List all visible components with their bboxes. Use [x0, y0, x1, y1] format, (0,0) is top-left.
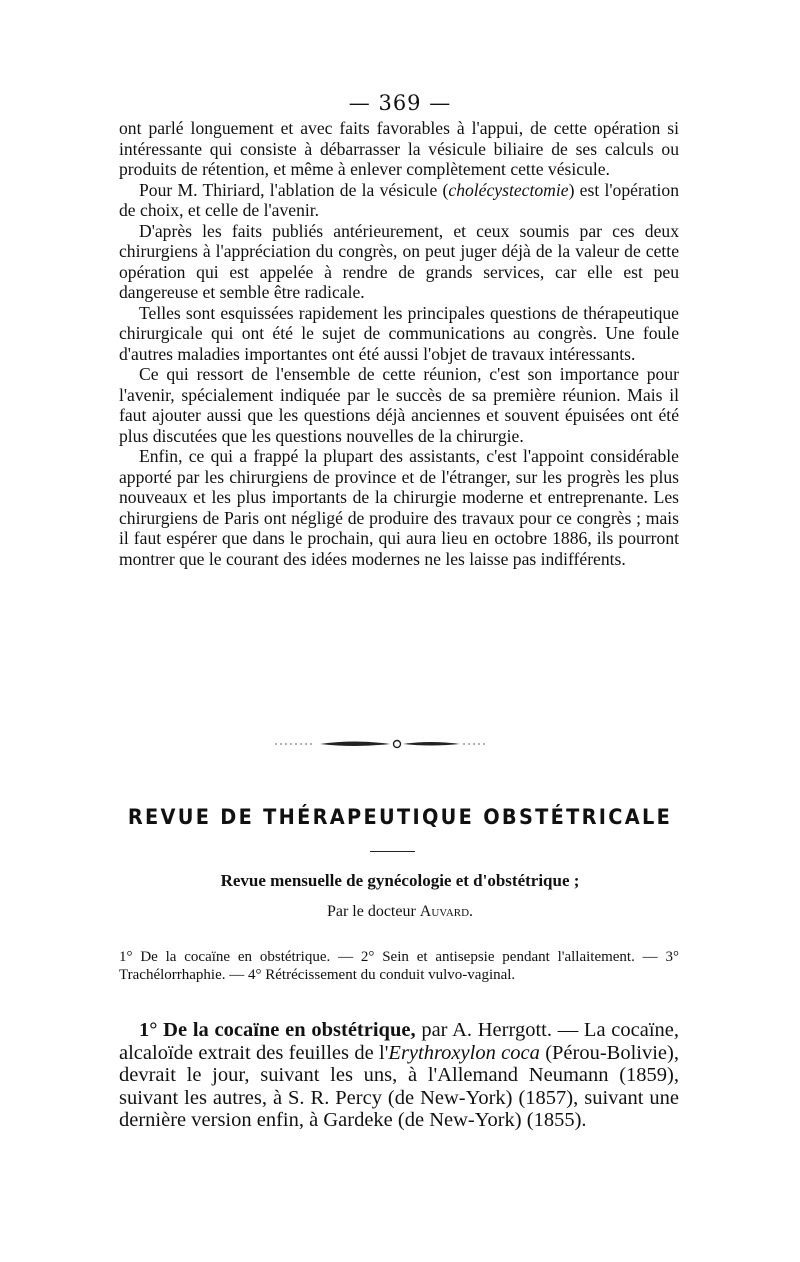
paragraph: ont parlé longuement et avec faits favorables à l'appui, de cette opération si intéressante qui consiste à débarrasser la vésicule biliaire de ses calculs ou produits de rétention, et même à enlever complètement cette vésicule. — [119, 118, 679, 179]
text-span: par A. Herrgott. — La cocaïne, alcaloïde extrait des feuilles de l' — [119, 1019, 679, 1064]
paragraph: Enfin, ce qui a frappé la plupart des assistants, c'est l'appoint considérable apporté par les chirurgiens de province et de l'étranger, sur les progrès les plus nouveaux et les plus importants de la chirurgie moderne et entreprenante. Les chirurgiens de Paris ont négligé de produire des travaux pour ce congrès ; mais il faut espérer que dans le prochain, qui aura lieu en octobre 1886, ils pourront montrer que le courant des idées modernes ne les laisse pas indifférents. — [119, 446, 679, 569]
author-name: Auvard. — [419, 903, 474, 920]
paragraph — [119, 1019, 679, 1132]
divider-rule — [370, 851, 415, 852]
author-byline — [0, 903, 800, 921]
article-heading: 1° De la cocaïne en obstétrique, — [139, 1019, 416, 1041]
section-title: REVUE DE THÉRAPEUTIQUE OBSTÉTRICALE — [127, 805, 673, 829]
italic-term: Erythroxylon coca — [388, 1041, 540, 1064]
summary-text: 1° De la cocaïne en obstétrique. — 2° Sein et antisepsie pendant l'allaitement. — 3° Trachélorrhaphie. — 4° Rétrécissement du conduit vulvo-vaginal. — [119, 949, 679, 983]
paragraph — [119, 180, 679, 221]
byline-prefix: Par le docteur — [326, 903, 416, 920]
text-span: (Pérou-Bolivie), devrait le jour, suivant les uns, à l'Allemand Neumann (1859), suivant les autres, à S. R. Percy (de New-York) (1857), suivant une dernière version enfin, à Gardeke (de New-York) (1855). — [119, 1041, 679, 1131]
paragraph: Telles sont esquissées rapidement les principales questions de thérapeutique chirurgicale qui ont été le sujet de communications au congrès. Une foule d'autres maladies importantes ont été aussi l'objet de travaux intéressants. — [119, 302, 679, 364]
italic-term: cholécystectomie — [448, 179, 569, 200]
main-text — [119, 118, 679, 569]
section-divider-ornament — [275, 734, 485, 754]
paragraph: Ce qui ressort de l'ensemble de cette réunion, c'est son importance pour l'avenir, spécialement indiquée par le succès de sa première réunion. Mais il faut ajouter aussi que les questions déjà anciennes et souvent épuisées ont été plus discutées que les questions nouvelles de la chirurgie. — [119, 364, 679, 446]
article-text — [119, 1019, 679, 1132]
text-span: Pour M. Thiriard, l'ablation de la vésicule ( — [139, 179, 449, 200]
page-number: — 369 — — [348, 91, 452, 115]
paragraph: D'après les faits publiés antérieurement, et ceux soumis par ces deux chirurgiens à l'appréciation du congrès, on peut juger déjà de la valeur de cette opération qui est appelée à rendre de grands services, car elle est peu dangereuse et semble être radicale. — [119, 220, 679, 302]
text-span: ) est l'opération de choix, et celle de l'avenir. — [119, 179, 679, 220]
section-subtitle: Revue mensuelle de gynécologie et d'obstétrique ; — [220, 871, 580, 890]
summary-list — [119, 949, 679, 984]
